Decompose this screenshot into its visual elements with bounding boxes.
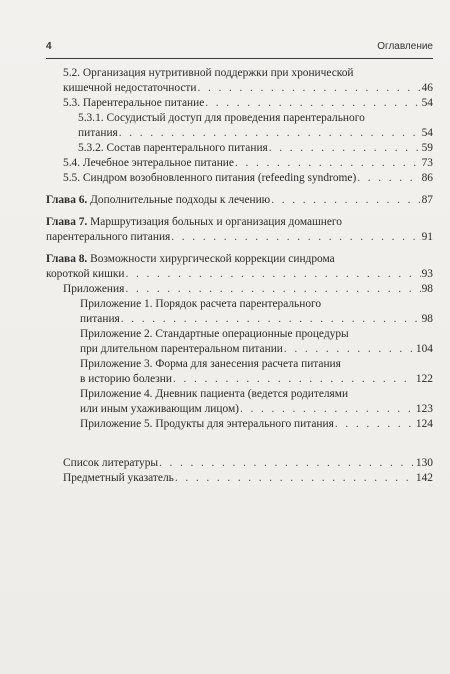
- leader-dots: [335, 417, 415, 432]
- toc-page: 98: [421, 283, 433, 295]
- toc-page: 98: [421, 313, 433, 325]
- leader-dots: [125, 282, 420, 297]
- toc-text: Список литературы: [63, 457, 159, 469]
- toc-text: в историю болезни: [80, 373, 172, 385]
- toc-entry-chapter-7: [46, 215, 433, 245]
- toc-page: 130: [415, 457, 433, 469]
- toc-page: 54: [421, 127, 433, 139]
- toc-entry-5-3: [46, 96, 433, 111]
- leader-dots: [235, 156, 421, 171]
- toc-text: Приложение 1. Порядок расчета парентерального: [80, 298, 322, 310]
- toc-text: Маршрутизация больных и организация домашнего: [87, 216, 343, 228]
- leader-dots: [198, 81, 421, 96]
- leader-dots: [205, 96, 420, 111]
- page-number: 4: [46, 41, 52, 52]
- toc-text: Приложение 5. Продукты для энтерального питания: [80, 418, 334, 430]
- header-rule: [46, 58, 433, 59]
- leader-dots: [357, 171, 420, 186]
- toc-text: Приложение 4. Дневник пациента (ведется родителями: [80, 388, 349, 400]
- toc-page: 122: [415, 373, 433, 385]
- toc-page: 142: [415, 472, 433, 484]
- leader-dots: [240, 402, 415, 417]
- leader-dots: [271, 193, 420, 208]
- chapter-label: Глава 7.: [46, 216, 88, 228]
- toc-text: Приложения: [63, 283, 125, 295]
- toc-text: 5.2. Организация нутритивной поддержки при хронической: [63, 67, 354, 79]
- toc-entry-5-4: [46, 156, 433, 171]
- toc-text: Приложение 2. Стандартные операционные процедуры: [80, 328, 349, 340]
- toc-page: 91: [421, 231, 433, 243]
- toc-page: 93: [421, 268, 433, 280]
- toc-page: 86: [421, 172, 433, 184]
- toc-entry-5-3-2: [46, 141, 433, 156]
- toc-text: питания: [78, 127, 118, 139]
- toc-text: или иным ухаживающим лицом): [80, 403, 239, 415]
- running-title: Оглавление: [377, 41, 433, 52]
- toc-text: питания: [80, 313, 120, 325]
- leader-dots: [175, 471, 415, 486]
- leader-dots: [119, 126, 421, 141]
- toc-page: 59: [421, 142, 433, 154]
- toc-text: 5.3.1. Сосудистый доступ для проведения парентерального: [78, 112, 365, 124]
- toc-text: 5.4. Лечебное энтеральное питание: [63, 157, 234, 169]
- leader-dots: [126, 267, 421, 282]
- toc-text: короткой кишки: [46, 268, 125, 280]
- toc-entry-chapter-6: [46, 193, 433, 208]
- toc-text: Дополнительные подходы к лечению: [87, 194, 271, 206]
- running-header: [46, 41, 433, 55]
- chapter-label: Глава 8.: [46, 253, 88, 265]
- toc-text: при длительном парентеральном питании: [80, 343, 283, 355]
- toc-page: 54: [421, 97, 433, 109]
- table-of-contents: [46, 66, 433, 486]
- toc-entry-appendix-1: [46, 297, 433, 327]
- toc-text: кишечной недостаточности: [63, 82, 197, 94]
- toc-page: 104: [415, 343, 433, 355]
- toc-entry-5-2: [46, 66, 433, 96]
- toc-entry-appendix-2: [46, 327, 433, 357]
- leader-dots: [173, 372, 415, 387]
- toc-entry-appendix-4: [46, 387, 433, 417]
- chapter-label: Глава 6.: [46, 194, 88, 206]
- toc-text: Приложение 3. Форма для занесения расчета питания: [80, 358, 341, 370]
- leader-dots: [269, 141, 421, 156]
- toc-text: 5.3.2. Состав парентерального питания: [78, 142, 268, 154]
- toc-entry-5-3-1: [46, 111, 433, 141]
- toc-text: Предметный указатель: [63, 472, 174, 484]
- toc-entry-subject-index: [46, 471, 433, 486]
- toc-page: 123: [415, 403, 433, 415]
- toc-page: 124: [415, 418, 433, 430]
- toc-entry-references: [46, 456, 433, 471]
- toc-entry-appendices: [46, 282, 433, 297]
- toc-entry-appendix-3: [46, 357, 433, 387]
- leader-dots: [159, 456, 415, 471]
- toc-entry-chapter-8: [46, 252, 433, 282]
- toc-text: Возможности хирургической коррекции синдрома: [87, 253, 335, 265]
- toc-text: 5.5. Синдром возобновленного питания (refeeding syndrome): [63, 172, 357, 184]
- leader-dots: [171, 230, 420, 245]
- leader-dots: [284, 342, 415, 357]
- toc-text: 5.3. Парентеральное питание: [63, 97, 205, 109]
- leader-dots: [121, 312, 421, 327]
- toc-page: 87: [421, 194, 433, 206]
- toc-page: 46: [421, 82, 433, 94]
- toc-entry-appendix-5: [46, 417, 433, 432]
- toc-text: парентерального питания: [46, 231, 171, 243]
- toc-entry-5-5: [46, 171, 433, 186]
- toc-page: 73: [421, 157, 433, 169]
